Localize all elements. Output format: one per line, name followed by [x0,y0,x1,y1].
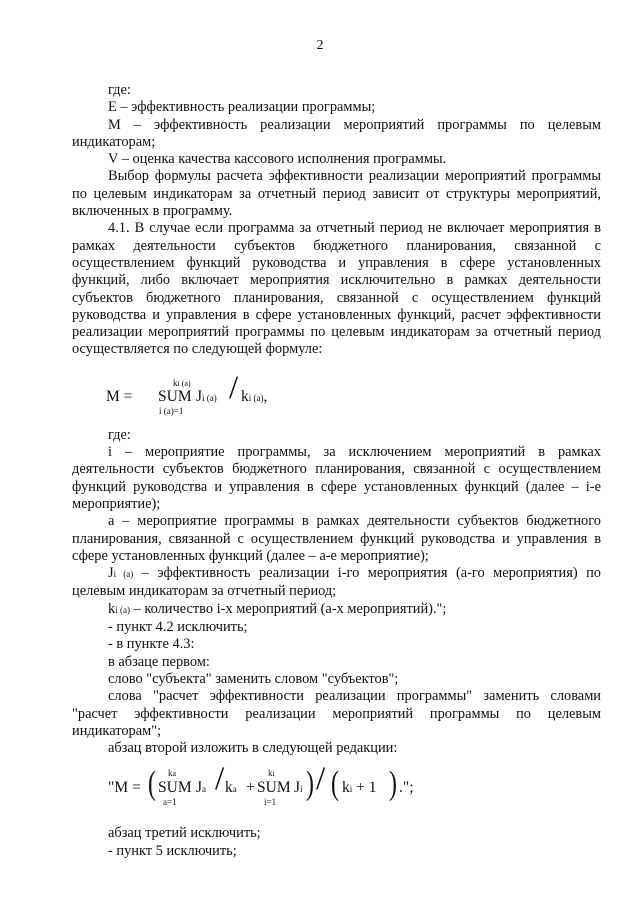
formula-m-slash: / [229,369,239,406]
formula-new-denom-open-paren: ( [331,765,339,803]
formula-new-slash2: / [316,761,326,798]
formula-m-sum-upper: ki (a) [173,377,191,388]
item-4-3-heading: - в пункте 4.3: [108,636,195,653]
second-paragraph-heading: абзац второй изложить в следующей редакции: [108,740,398,757]
formula-m-sum-lower: i (a)=1 [159,405,184,416]
formula-new-lhs: "М = [108,779,141,797]
definition-v: V – оценка качества кассового исполнения программы. [108,151,447,168]
formula-new-denominator: ki + 1 [342,779,377,797]
formula-new-sum1-lower: a=1 [163,797,177,808]
formula-m-k: ki (a), [241,387,268,405]
word-replacement: слово "субъекта" заменить словом "субъектов"; [108,670,399,687]
formula-new-slash1: / [215,761,225,798]
definition-j: Ji (a) – эффективность реализации i-го мероприятия (а-го мероприятия) по целевым индикаторам за отчетный период; [72,565,601,600]
formula-new-sum1: SUM [158,779,192,797]
formula-new-open-paren: ( [148,765,156,803]
where-label-2: где: [108,426,131,443]
formula-m-lhs: М = [106,387,133,405]
document-body [72,82,601,860]
definition-a: а – мероприятие программы в рамках деятельности субъектов бюджетного планирования, связанной с осуществлением функций руководства и управления в сфере установленных функций (далее – а-е мероприятие); [72,513,601,564]
formula-m [72,371,601,421]
formula-new-sum2-upper: ki [268,768,275,779]
formula-new-plus: + [246,779,255,797]
definition-k: ki (a) – количество i-х мероприятий (а-х мероприятий)."; [108,600,447,617]
item-5-delete: - пункт 5 исключить; [108,842,237,859]
formula-new-close-paren: ) [306,765,314,803]
item-4-2-delete: - пункт 4.2 исключить; [108,619,248,636]
paragraph-formula-choice: Выбор формулы расчета эффективности реализации мероприятий программы по целевым индикаторам за отчетный период зависит от структуры мероприятий, включенных в программу. [72,168,601,220]
words-replacement: слова "расчет эффективности реализации программы" заменить словами "расчет эффективности реализации мероприятий программы по целевым индикаторам"; [72,688,601,739]
formula-new-sum1-upper: ka [168,768,177,779]
formula-new-sum2: SUM [257,779,291,797]
formula-new-j-i: Ji [294,779,303,797]
formula-m-sum: SUM [158,387,192,405]
first-paragraph-heading: в абзаце первом: [108,653,210,670]
formula-new-j-a: Ja [196,779,207,797]
definition-i: i – мероприятие программы, за исключением мероприятий в рамках деятельности субъектов бюджетного планирования, связанной с осуществлением функций руководства и управления в сфере установленных функций (далее – i-е мероприятие); [72,444,601,512]
formula-m-new [72,761,601,811]
third-paragraph-delete: абзац третий исключить; [108,825,261,842]
formula-new-denom-close-paren: ) [389,765,397,803]
definition-e: Е – эффективность реализации программы; [108,99,376,116]
formula-m-j: Ji (a) [196,387,217,405]
where-label-1: где: [108,82,131,98]
formula-new-sum2-lower: i=1 [264,797,277,808]
definition-m: М – эффективность реализации мероприятий программы по целевым индикаторам; [72,116,601,150]
page-number: 2 [316,38,324,53]
formula-new-k-a: ka [225,779,237,797]
paragraph-4-1: 4.1. В случае если программа за отчетный период не включает мероприятия в рамках деятельности субъектов бюджетного планирования, связанной с осуществлением функций руководства и управления в сфере установленных функций, либо включает мероприятия исключительно в рамках деятельности субъектов бюджетного планирования, связанной с осуществлением функций руководства и управления в сфере установленных функций, расчет эффективности реализации мероприятий программы по целевым индикаторам за отчетный период осуществляется по следующей формуле: [72,220,601,358]
formula-new-tail: ."; [399,779,414,797]
